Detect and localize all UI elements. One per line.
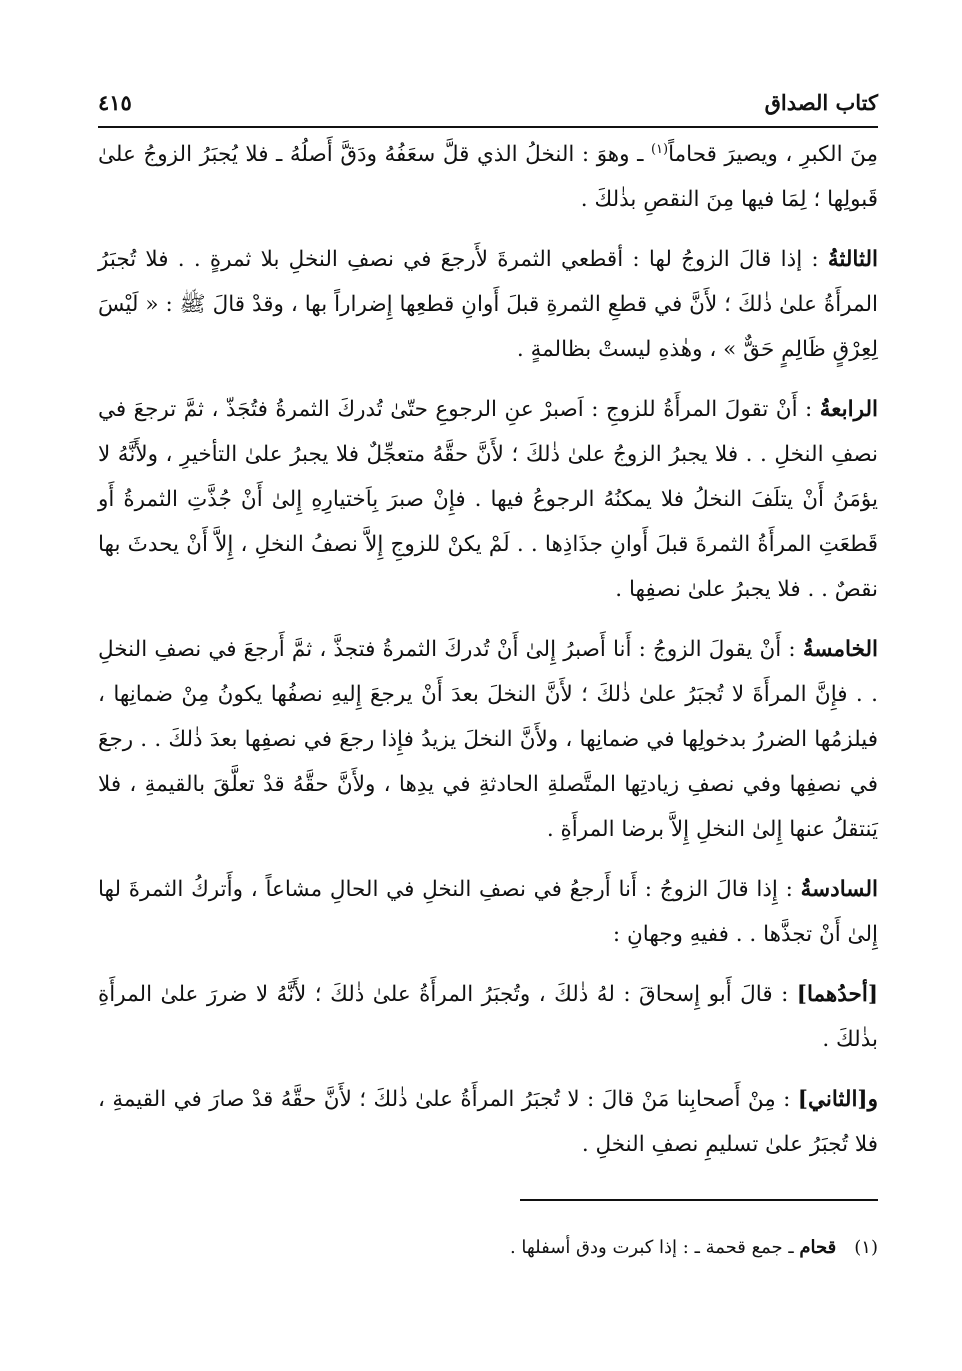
footnote-reference: (١) [650,141,669,157]
footnote-text: ـ جمع قحمة ـ : إذا كبرت ودق أسفلها . [509,1237,800,1258]
paragraph-third-case [98,237,878,372]
footnote [98,1233,878,1263]
case-label: الثالثةُ [827,247,878,272]
case-label: السادسةُ [800,877,878,902]
paragraph-text: ـ وهوَ : النخلُ الذي قلَّ سعَفُهُ ودَقَّ أَصلُهُ ـ فلا يُجبَرُ الزوجُ علىٰ قَبولِها ؛ لِمَا فيها مِنَ النقصِ بذٰلكَ . [98,142,878,212]
paragraph-text: : أَنْ يقولَ الزوجُ : أَنا أَصبرُ إِلىٰ أَنْ تُدركَ الثمرةُ فتجذَّ ، ثمَّ أَرجعَ في نصفِ النخلِ . . فإِنَّ المرأَةَ لا تُجبَرُ علىٰ ذٰلكَ ؛ لأَنَّ النخلَ بعدَ أَنْ يرجعَ إِليهِ نصفُها يكونُ مِنْ ضمانِها ، فيلزمُها الضررُ بدخولِها في ضمانِها ، ولأَنَّ النخلَ يزيدُ فإِذا رجعَ في نصفِها بعدَ ذٰلكَ . . رجعَ في نصفِها وفي نصفِ زيادتِها المتَّصلةِ الحادثةِ في يدِها ، ولأَنَّ حقَّهُ قدْ تعلَّقَ بالقيمةِ ، فلا يَنتقلُ عنها إِلىٰ النخلِ إِلاَّ برضا المرأَةِ . [98,637,878,842]
paragraph-fifth-case [98,627,878,852]
footnote-number: (١) [854,1237,878,1258]
paragraph-text: : إِذا قالَ الزوجُ : أَنا أَرجعُ في نصفِ النخلِ في الحالِ مشاعاً ، وأَتركُ الثمرةَ لها إِلىٰ أَنْ تجذَّها . . ففيهِ وجهانِ : [98,877,878,947]
case-label: الخامسةُ [802,637,878,662]
paragraph-text: : مِنْ أَصحابِنا مَنْ قالَ : لا تُجبَرُ المرأَةُ علىٰ ذٰلكَ ؛ لأَنَّ حقَّهُ قدْ صارَ في القيمةِ ، فلا تُجبَرُ علىٰ تسليمِ نصفِ النخلِ . [98,1087,878,1157]
book-title: كتاب الصداق [764,89,878,115]
paragraph-first-view [98,972,878,1062]
paragraph-fourth-case [98,387,878,612]
paragraph-text: : إذا قالَ الزوجُ لها : أقطعي الثمرةَ لأَرجعَ في نصفِ النخلِ بلا ثمرةٍ . . فلا تُجبَرُ المرأَةُ علىٰ ذٰلكَ ؛ لأَنَّ في قطعِ الثمرةِ قبلَ أَوانِ قطعِها إِضراراً بها ، وقدْ قالَ ﷺ : « لَيْسَ لِعِرْقٍ ظَالِمٍ حَقٌّ » ، وهٰذهِ ليستْ بظالمةٍ . [98,247,878,362]
page-number: ٤١٥ [98,89,132,115]
paragraph-text: : أَنْ تقولَ المرأَةُ للزوجِ : اَصبرْ عنِ الرجوعِ حتّىٰ تُدركَ الثمرةُ فتُجَذّ ، ثمَّ ترجعَ في نصفِ النخلِ . . فلا يجبرُ الزوجُ علىٰ ذٰلكَ ؛ لأَنَّ حقَّهُ متعجِّلٌ فلا يجبرُ علىٰ التأخيرِ ، ولأَنَّهُ لا يؤمَنُ أَنْ يتلَفَ النخلُ فلا يمكنُهُ الرجوعُ فيها . فإِنْ صبرَ بِاَختيارِهِ إِلىٰ أَنْ جُذَّتِ الثمرةُ أَو قَطعَتِ المرأَةُ الثمرةَ قبلَ أَوانِ جذَاذِها . . لَمْ يكنْ للزوجِ إِلاَّ نصفُ النخلِ ، إِلاَّ أَنْ يحدثَ بها نقصٌ . . فلا يجبرُ علىٰ نصفِها . [98,397,878,602]
paragraph-text: مِنَ الكبرِ ، ويصيرَ قحاماً [668,142,878,167]
paragraph-text: : قالَ أَبو إِسحاقَ : لهُ ذٰلكَ ، وتُجبَرُ المرأَةُ علىٰ ذٰلكَ ؛ لأَنَّهُ لا ضررَ علىٰ المرأَةِ بذٰلكَ . [98,982,878,1052]
main-text [98,132,878,1182]
paragraph-second-view [98,1077,878,1167]
paragraph-sixth-case [98,867,878,957]
running-header [98,82,878,122]
paragraph-1 [98,132,878,222]
view-label: و[الثاني] [797,1087,878,1112]
footnote-rule [520,1199,878,1201]
header-rule [98,126,878,128]
footnote-term: قحام [799,1237,837,1258]
case-label: الرابعةُ [819,397,878,422]
view-label: [أحدُهما] [796,982,878,1007]
